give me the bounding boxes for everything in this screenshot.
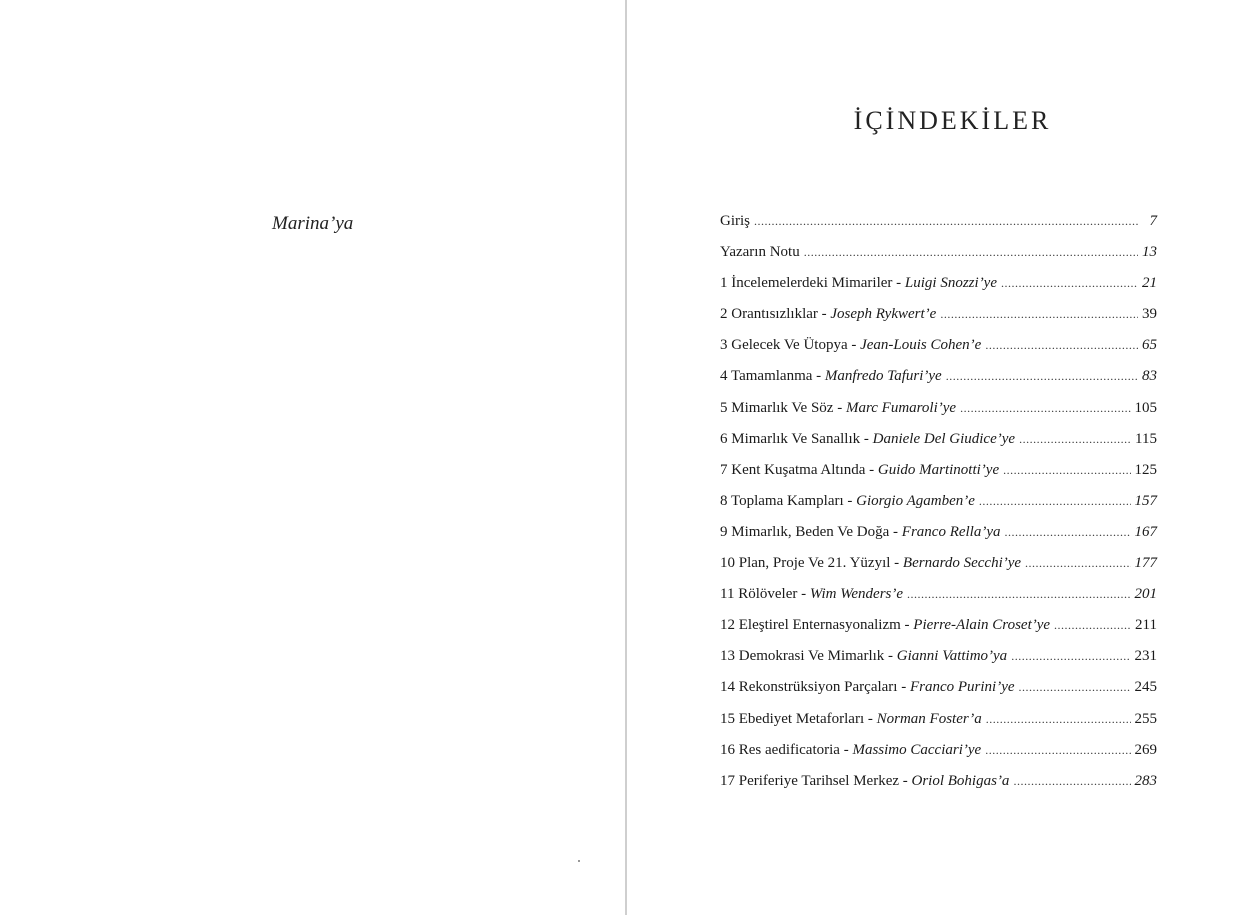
toc-entry-text xyxy=(720,400,956,417)
toc-page-number: 201 xyxy=(1134,586,1157,603)
toc-entry-author: Massimo Cacciari’ye xyxy=(852,741,982,758)
toc-entry-text xyxy=(720,244,800,261)
toc-entry-author: Daniele Del Giudice’ye xyxy=(872,430,1016,447)
toc-entry[interactable] xyxy=(720,711,1157,742)
dot-leader xyxy=(1025,556,1130,571)
toc-entry-author: Jean-Louis Cohen’e xyxy=(860,337,982,354)
dot-leader xyxy=(940,307,1138,322)
page-mark xyxy=(578,860,580,862)
toc-entry[interactable] xyxy=(720,275,1157,306)
toc-entry-title: Yazarın Notu xyxy=(720,244,800,261)
toc-entry-title: 5 Mimarlık Ve Söz - xyxy=(720,399,846,416)
toc-page-number: 83 xyxy=(1142,368,1157,385)
toc-entry-text xyxy=(720,524,1001,541)
toc-entry-author: Guido Martinotti’ye xyxy=(877,461,1000,478)
toc-page-number: 177 xyxy=(1134,555,1157,572)
toc-entry-title: 16 Res aedificatoria - xyxy=(720,741,853,758)
dot-leader xyxy=(907,587,1130,602)
toc-entry-text xyxy=(720,213,750,230)
toc-page-number: 231 xyxy=(1134,648,1157,665)
toc-entry[interactable] xyxy=(720,524,1157,555)
toc-entry[interactable] xyxy=(720,462,1157,493)
toc-page-number: 105 xyxy=(1134,399,1157,416)
dot-leader xyxy=(1001,276,1138,291)
toc-page-number: 167 xyxy=(1134,523,1157,540)
toc-page-number: 269 xyxy=(1134,741,1157,758)
toc-entry-title: 9 Mimarlık, Beden Ve Doğa - xyxy=(720,523,902,540)
dot-leader xyxy=(804,245,1138,260)
toc-entry-author: Wim Wenders’e xyxy=(809,586,904,603)
toc-entry[interactable] xyxy=(720,306,1157,337)
toc-page-number: 125 xyxy=(1134,461,1157,478)
toc-entry-text xyxy=(720,679,1015,696)
toc-entry-title: 15 Ebediyet Metaforları - xyxy=(720,710,877,727)
dot-leader xyxy=(1019,432,1131,447)
dot-leader xyxy=(985,338,1138,353)
toc-entry-title: 12 Eleştirel Enternasyonalizm - xyxy=(720,617,914,634)
toc-entry[interactable] xyxy=(720,493,1157,524)
toc-entry[interactable] xyxy=(720,213,1157,244)
toc-title-text: İÇİNDEKİLER xyxy=(853,106,1052,135)
toc-entry[interactable] xyxy=(720,244,1157,275)
toc-entry-title: 17 Periferiye Tarihsel Merkez - xyxy=(720,772,912,789)
toc-entry-author: Giorgio Agamben’e xyxy=(856,492,975,509)
toc-entry-text xyxy=(720,555,1021,572)
toc-entry-title: 3 Gelecek Ve Ütopya - xyxy=(720,337,861,354)
toc-entry-text xyxy=(720,711,982,728)
toc-entry-text xyxy=(720,368,942,385)
toc-entry-title: 2 Orantısızlıklar - xyxy=(720,306,831,323)
toc-page-number: 115 xyxy=(1135,430,1157,447)
toc-entry-text xyxy=(720,493,975,510)
toc-entry-title: 8 Toplama Kampları - xyxy=(720,492,857,509)
dot-leader xyxy=(1013,774,1130,789)
toc-entry[interactable] xyxy=(720,586,1157,617)
toc-entry[interactable] xyxy=(720,773,1157,804)
toc-page-number: 39 xyxy=(1142,306,1157,323)
table-of-contents xyxy=(720,213,1157,804)
toc-page-number: 245 xyxy=(1134,679,1157,696)
dot-leader xyxy=(946,369,1138,384)
toc-entry-title: 7 Kent Kuşatma Altında - xyxy=(720,461,878,478)
toc-entry-title: Giriş xyxy=(720,213,750,229)
toc-entry-author: Bernardo Secchi’ye xyxy=(902,555,1022,572)
toc-entry-title: 14 Rekonstrüksiyon Parçaları - xyxy=(720,679,910,696)
toc-entry-author: Luigi Snozzi’ye xyxy=(904,275,998,292)
toc-entry[interactable] xyxy=(720,679,1157,710)
toc-entry-title: 13 Demokrasi Ve Mimarlık - xyxy=(720,648,897,665)
toc-page-number: 283 xyxy=(1134,772,1157,789)
dot-leader xyxy=(754,214,1139,229)
toc-entry[interactable] xyxy=(720,555,1157,586)
toc-entry-author: Oriol Bohigas’a xyxy=(911,772,1010,789)
toc-entry-text xyxy=(720,773,1009,790)
toc-entry[interactable] xyxy=(720,431,1157,462)
toc-entry-title: 6 Mimarlık Ve Sanallık - xyxy=(720,430,873,447)
toc-entry-text xyxy=(720,337,981,354)
toc-entry-text xyxy=(720,586,903,603)
toc-page-number: 21 xyxy=(1142,275,1157,292)
dot-leader xyxy=(1019,680,1131,695)
toc-entry-author: Joseph Rykwert’e xyxy=(830,306,937,323)
toc-entry-author: Pierre-Alain Croset’ye xyxy=(913,617,1051,634)
toc-entry-text xyxy=(720,306,936,323)
toc-entry[interactable] xyxy=(720,648,1157,679)
toc-entry-text xyxy=(720,617,1050,634)
dot-leader xyxy=(1054,618,1131,633)
dot-leader xyxy=(1011,649,1130,664)
toc-entry-text xyxy=(720,431,1015,448)
toc-page-number: 157 xyxy=(1134,492,1157,509)
toc-entry-author: Franco Rella’ya xyxy=(901,523,1001,540)
toc-entry-author: Gianni Vattimo’ya xyxy=(896,648,1008,665)
dot-leader xyxy=(1003,463,1130,478)
dot-leader xyxy=(985,743,1130,758)
right-page xyxy=(627,0,1250,915)
toc-entry-title: 10 Plan, Proje Ve 21. Yüzyıl - xyxy=(720,555,903,572)
toc-entry-text xyxy=(720,648,1007,665)
toc-entry-title: 11 Rölöveler - xyxy=(720,586,810,603)
toc-page-number: 255 xyxy=(1134,710,1157,727)
toc-entry[interactable] xyxy=(720,337,1157,368)
toc-page-number: 13 xyxy=(1142,244,1157,261)
toc-entry-text xyxy=(720,275,997,292)
toc-page-number: 211 xyxy=(1135,617,1157,634)
toc-entry[interactable] xyxy=(720,400,1157,431)
toc-page-number: 7 xyxy=(1149,213,1157,229)
dot-leader xyxy=(986,712,1131,727)
toc-page-number: 65 xyxy=(1142,337,1157,354)
dot-leader xyxy=(979,494,1131,509)
toc-entry[interactable] xyxy=(720,368,1157,399)
toc-entry-text xyxy=(720,462,999,479)
toc-entry-author: Marc Fumaroli’ye xyxy=(845,399,957,416)
dot-leader xyxy=(960,401,1130,416)
dedication: Marina’ya xyxy=(272,213,354,234)
page-title xyxy=(627,106,1250,136)
dot-leader xyxy=(1005,525,1131,540)
toc-entry[interactable] xyxy=(720,742,1157,773)
toc-entry[interactable] xyxy=(720,617,1157,648)
toc-entry-text xyxy=(720,742,981,759)
toc-entry-author: Franco Purini’ye xyxy=(909,679,1015,696)
toc-entry-title: 1 İncelemelerdeki Mimariler - xyxy=(720,275,905,292)
toc-entry-author: Norman Foster’a xyxy=(876,710,982,727)
toc-entry-author: Manfredo Tafuri’ye xyxy=(824,368,942,385)
toc-entry-title: 4 Tamamlanma - xyxy=(720,368,825,385)
